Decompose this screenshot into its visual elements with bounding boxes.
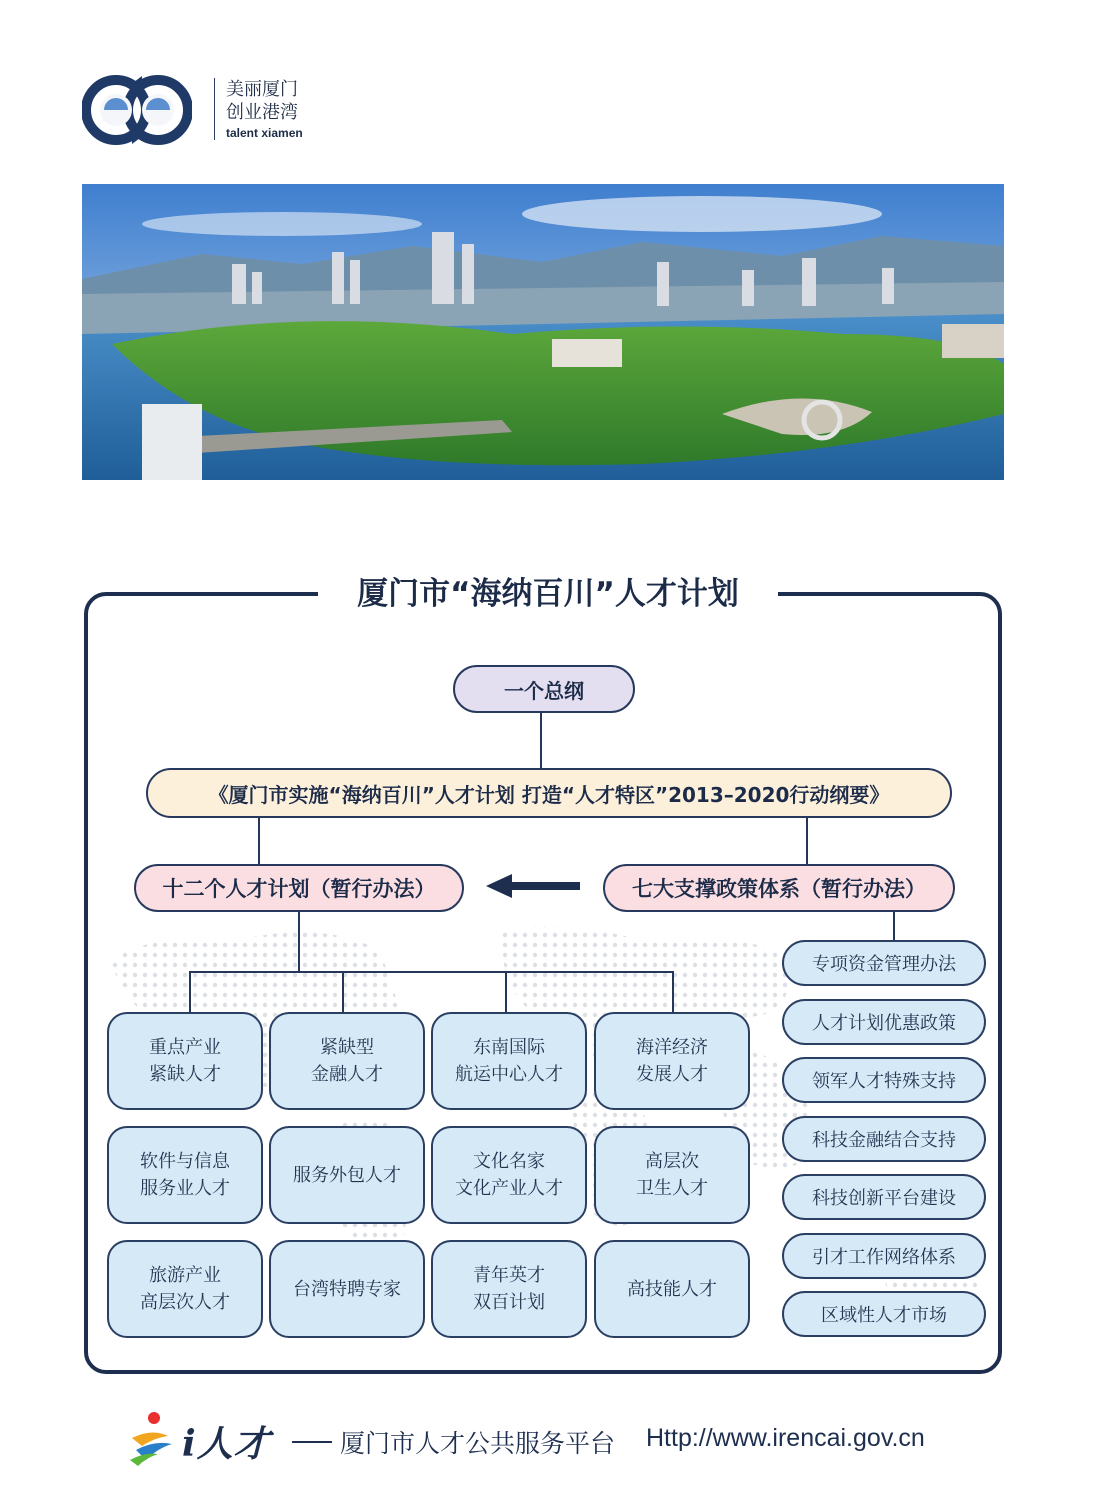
talent-plan-label-line: 东南国际 — [473, 1037, 545, 1058]
connector-plans-bar — [189, 971, 674, 973]
talent-plan-label-line: 服务外包人才 — [293, 1164, 401, 1186]
slogan-en: talent xiamen — [226, 126, 303, 140]
talent-plan-label-line: 青年英才 — [473, 1265, 545, 1286]
connector-plan-col-3 — [505, 971, 507, 1013]
talent-plan-label — [293, 1276, 401, 1303]
policy-item: 领军人才特殊支持 — [782, 1057, 986, 1103]
policy-item: 区域性人才市场 — [782, 1291, 986, 1337]
talent-plan-label-line: 卫生人才 — [636, 1178, 708, 1199]
talent-plan-label-line: 重点产业 — [149, 1037, 221, 1058]
policy-item: 科技金融结合支持 — [782, 1116, 986, 1162]
slogan-line-1: 美丽厦门 — [226, 79, 298, 100]
talent-plan-label-line: 文化产业人才 — [455, 1178, 563, 1199]
logo-slogan — [226, 78, 303, 142]
talent-plan-card — [269, 1240, 425, 1338]
talent-plan-label-line: 双百计划 — [473, 1292, 545, 1313]
talent-plan-label-line: 高技能人才 — [627, 1278, 717, 1300]
talent-plan-label — [455, 1034, 563, 1088]
talent-plan-card — [107, 1126, 263, 1224]
talent-plan-label-line: 海洋经济 — [636, 1037, 708, 1058]
talent-xiamen-logo-icon — [82, 74, 192, 146]
talent-plan-label-line: 金融人才 — [311, 1064, 383, 1085]
footer-dash — [292, 1441, 332, 1443]
connector-outline-twelve — [258, 818, 260, 864]
irencai-runner-logo-icon — [128, 1410, 176, 1466]
connector-plan-col-1 — [189, 971, 191, 1013]
xiamen-panorama-image — [82, 184, 1004, 480]
policy-item: 科技创新平台建设 — [782, 1174, 986, 1220]
talent-plan-label-line: 高层次人才 — [140, 1292, 230, 1313]
talent-plan-card — [431, 1240, 587, 1338]
footer-brand: i人才 — [182, 1423, 271, 1465]
connector-seven-policies — [893, 912, 895, 940]
policy-item: 专项资金管理办法 — [782, 940, 986, 986]
talent-plan-label-line: 旅游产业 — [149, 1265, 221, 1286]
talent-plan-label-line: 台湾特聘专家 — [293, 1278, 401, 1300]
connector-twelve-trunk — [298, 912, 300, 972]
seven-systems-box: 七大支撑政策体系（暂行办法） — [603, 864, 955, 912]
talent-plan-label — [636, 1148, 708, 1202]
talent-plan-label-line: 紧缺人才 — [149, 1064, 221, 1085]
talent-plan-label-line: 紧缺型 — [320, 1037, 374, 1058]
footer-url-link[interactable]: Http://www.irencai.gov.cn — [646, 1424, 925, 1452]
talent-plan-card — [431, 1012, 587, 1110]
talent-plan-card — [594, 1012, 750, 1110]
talent-plan-card — [431, 1126, 587, 1224]
policy-item: 人才计划优惠政策 — [782, 999, 986, 1045]
talent-plan-label-line: 软件与信息 — [140, 1151, 230, 1172]
talent-plan-label — [149, 1034, 221, 1088]
talent-plan-card — [594, 1126, 750, 1224]
talent-plan-label — [473, 1262, 545, 1316]
logo-divider — [214, 78, 215, 140]
arrow-left-icon — [486, 874, 582, 898]
twelve-plans-box: 十二个人才计划（暂行办法） — [134, 864, 464, 912]
talent-plan-label-line: 发展人才 — [636, 1064, 708, 1085]
talent-plan-card — [594, 1240, 750, 1338]
talent-plan-card — [269, 1012, 425, 1110]
talent-plan-label — [140, 1262, 230, 1316]
talent-plan-label — [627, 1276, 717, 1303]
talent-plan-label — [636, 1034, 708, 1088]
connector-plan-col-2 — [342, 971, 344, 1013]
diagram-title: 厦门市“海纳百川”人才计划 — [318, 570, 778, 618]
talent-plan-card — [107, 1012, 263, 1110]
general-outline-box: 一个总纲 — [453, 665, 635, 713]
talent-plan-label — [311, 1034, 383, 1088]
footer-platform-name: 厦门市人才公共服务平台 — [340, 1429, 616, 1458]
slogan-line-2: 创业港湾 — [226, 102, 298, 123]
talent-plan-card — [269, 1126, 425, 1224]
talent-plan-label-line: 服务业人才 — [140, 1178, 230, 1199]
talent-plan-label-line: 文化名家 — [473, 1151, 545, 1172]
connector-outline-seven — [806, 818, 808, 864]
talent-plan-label-line: 航运中心人才 — [455, 1064, 563, 1085]
talent-plan-label — [455, 1148, 563, 1202]
talent-plan-label — [293, 1162, 401, 1189]
connector-general-outline — [540, 713, 542, 768]
policy-item: 引才工作网络体系 — [782, 1233, 986, 1279]
talent-plan-label-line: 高层次 — [645, 1151, 699, 1172]
talent-plan-card — [107, 1240, 263, 1338]
talent-plan-label — [140, 1148, 230, 1202]
connector-plan-col-4 — [672, 971, 674, 1013]
action-outline-box: 《厦门市实施“海纳百川”人才计划 打造“人才特区”2013–2020行动纲要》 — [146, 768, 952, 818]
